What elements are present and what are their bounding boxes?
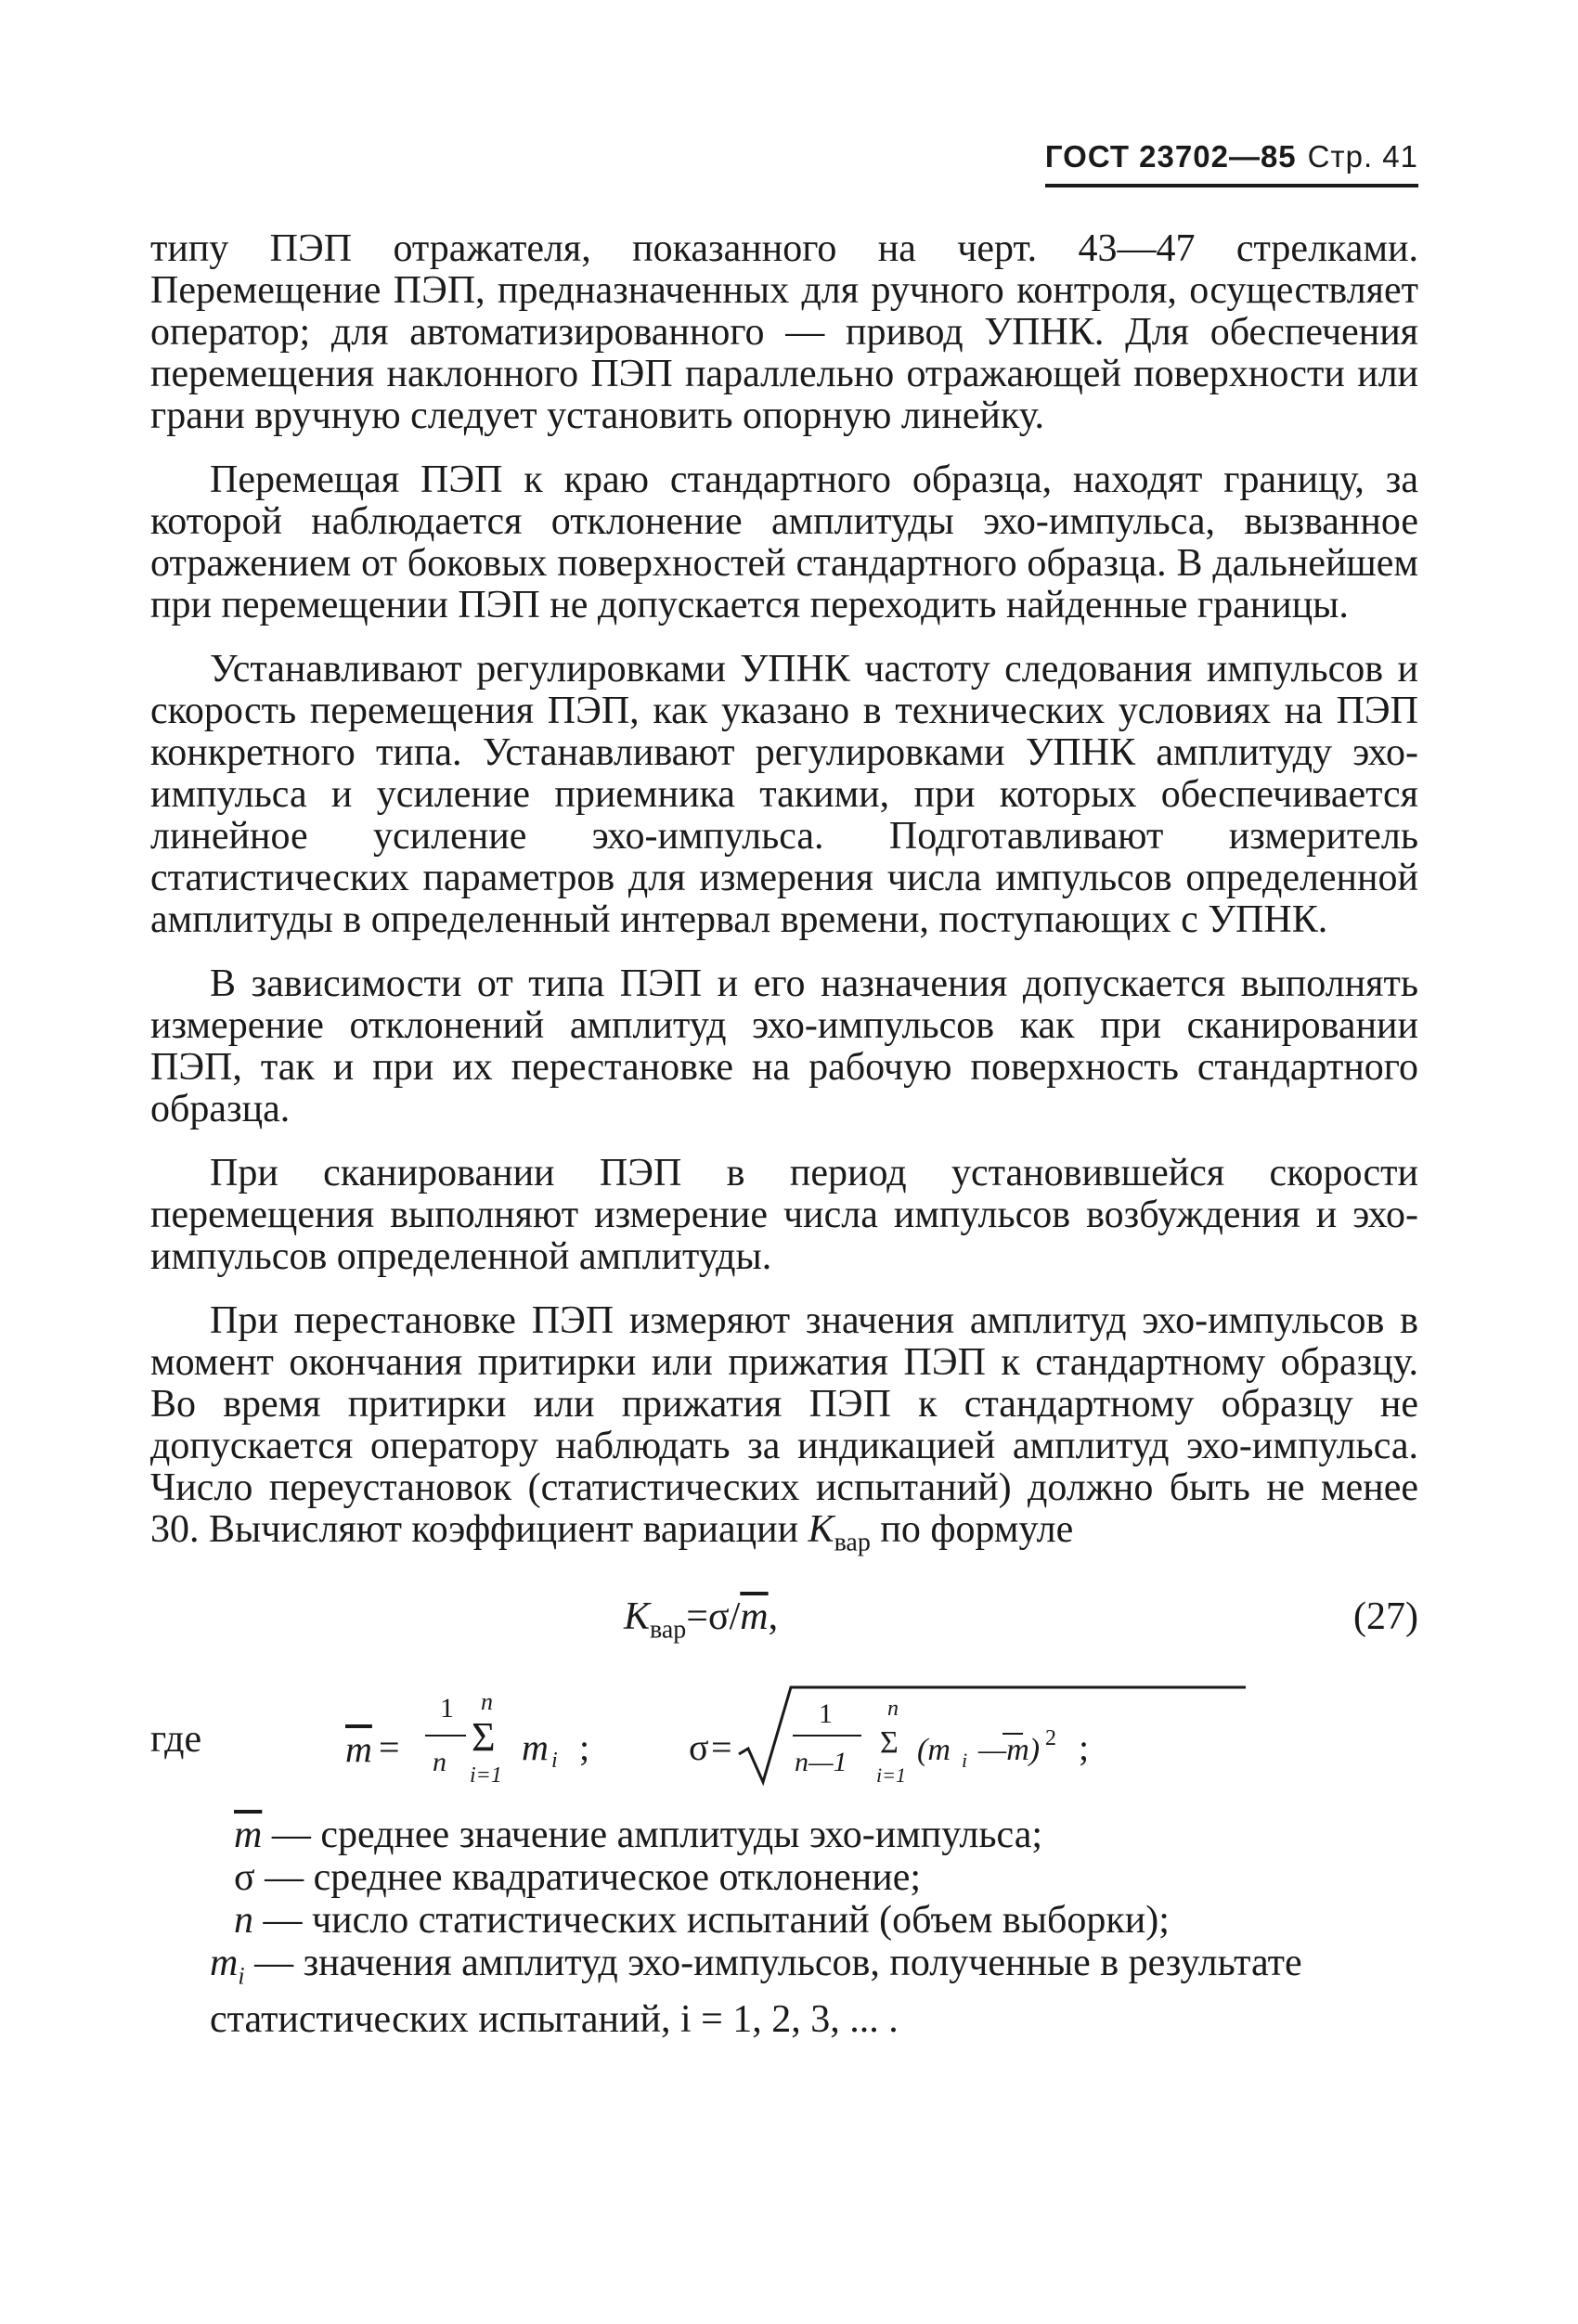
paragraph-4: В зависимости от типа ПЭП и его назначения допускается выполнять измерение отклонений амплитуд эхо-импульсов как при сканировании ПЭП, так и при их перестановке на рабочую поверхность стандартного образца. <box>150 962 1418 1130</box>
paragraph-3: Устанавливают регулировками УПНК частоту следования импульсов и скорость перемещения ПЭП, как указано в технических условиях на ПЭП конкретного типа. Устанавливают регулировками УПНК амплитуду эхо-импульса и усиление приемника такими, при которых обеспечивается линейное усиление эхо-импульса. Подготавливают измеритель статистических параметров для измерения числа импульсов определенной амплитуды в определенный интервал времени, поступающих с УПНК. <box>150 648 1418 941</box>
sigma-frac-den: n—1 <box>795 1747 847 1778</box>
gost-number: ГОСТ 23702—85 <box>1044 139 1297 174</box>
document-body <box>150 228 1418 2041</box>
paragraph-6 <box>150 1300 1418 1563</box>
sigma-formula <box>689 1678 1339 1789</box>
mean-frac-num: 1 <box>440 1693 454 1724</box>
definition-symbol: n <box>234 1899 253 1943</box>
mean-sum-bottom: i=1 <box>470 1763 502 1788</box>
paragraph-1: типу ПЭП отражателя, показанного на черт. 43—47 стрелками. Перемещение ПЭП, предназначенных для ручного контроля, осуществляет оператор; для автоматизированного — привод УПНК. Для обеспечения перемещения наклонного ПЭП параллельно отражающей поверхности или грани вручную следует установить опорную линейку. <box>150 227 1418 437</box>
sigma-square: 2 <box>1045 1726 1056 1751</box>
definition-item <box>150 1899 1418 1942</box>
sigma-body: (m <box>917 1733 951 1768</box>
where-label: где <box>150 1718 202 1762</box>
definition-text: — число статистических испытаний (объем выборки); <box>253 1899 1170 1943</box>
mean-end: ; <box>579 1726 590 1769</box>
paragraph-6-text: При перестановке ПЭП измеряют значения амплитуд эхо-импульсов в момент окончания притирки или прижатия ПЭП к стандартному образцу. Во время притирки или прижатия ПЭП к стандартному образцу не допускается оператору наблюдать за индикацией амплитуд эхо-импульса. Число переустановок (статистических испытаний) должно быть не менее 30. Вычисляют коэффициент вариации <box>150 1299 1418 1551</box>
definition-text: — среднее значение амплитуды эхо-импульса; <box>262 1814 1042 1857</box>
definition-item <box>150 1856 1418 1899</box>
mean-lhs: m <box>345 1728 372 1771</box>
paragraph-2: Перемещая ПЭП к краю стандартного образца, находят границу, за которой наблюдается отклонение амплитуды эхо-импульса, вызванное отражением от боковых поверхностей стандартного образца. В дальнейшем при перемещении ПЭП не допускается переходить найденные границы. <box>150 458 1418 626</box>
sigma-lhs: σ <box>689 1726 709 1769</box>
sigma-sum-sign: Σ <box>880 1725 899 1761</box>
definition-symbol: $\overline{m}$ <box>234 1814 263 1857</box>
paragraph-6-tail: по формуле <box>870 1508 1074 1551</box>
definition-text: — значения амплитуд эхо-импульсов, полученные в результате статистических испытаний, i = 1, 2, 3, ... . <box>210 1942 1302 2041</box>
sigma-body-sub: i <box>962 1749 968 1773</box>
k-var-symbol: K <box>808 1508 834 1551</box>
sigma-body-rest: —m) <box>978 1733 1041 1768</box>
definition-item <box>150 1814 1418 1856</box>
mean-eq: = <box>379 1726 400 1769</box>
mean-frac-den: n <box>433 1747 446 1778</box>
mean-sum-top: n <box>481 1688 493 1716</box>
definition-subscript: i <box>238 1962 245 1990</box>
formula-27-expression: $K_{вар}=\sigma/\overline{m}$, <box>624 1595 779 1645</box>
mean-term-sub: i <box>551 1749 558 1774</box>
definition-text: — среднее квадратическое отклонение; <box>254 1856 922 1900</box>
mean-term: m <box>522 1726 549 1769</box>
definition-symbol: m <box>210 1942 239 1985</box>
formula-27-number: (27) <box>1353 1595 1418 1639</box>
definition-item <box>150 1942 1418 2040</box>
formula-27 <box>150 1595 1418 1650</box>
sigma-sum-top: n <box>887 1697 899 1722</box>
page-header <box>1045 139 1418 187</box>
definitions-list <box>150 1814 1418 2040</box>
sigma-sum-bottom: i=1 <box>876 1763 906 1788</box>
sigma-end: ; <box>1079 1726 1090 1769</box>
page-number: Стр. 41 <box>1307 139 1418 174</box>
paragraph-5: При сканировании ПЭП в период установившейся скорости перемещения выполняют измерение числа импульсов возбуждения и эхо-импульсов определенной амплитуды. <box>150 1152 1418 1278</box>
sigma-frac-num: 1 <box>819 1698 833 1730</box>
where-formulas <box>150 1678 1418 1789</box>
mean-sum-sign: Σ <box>472 1714 496 1761</box>
definition-symbol: σ <box>234 1856 255 1900</box>
sigma-eq: = <box>711 1726 732 1769</box>
k-var-subscript: вар <box>834 1528 871 1557</box>
